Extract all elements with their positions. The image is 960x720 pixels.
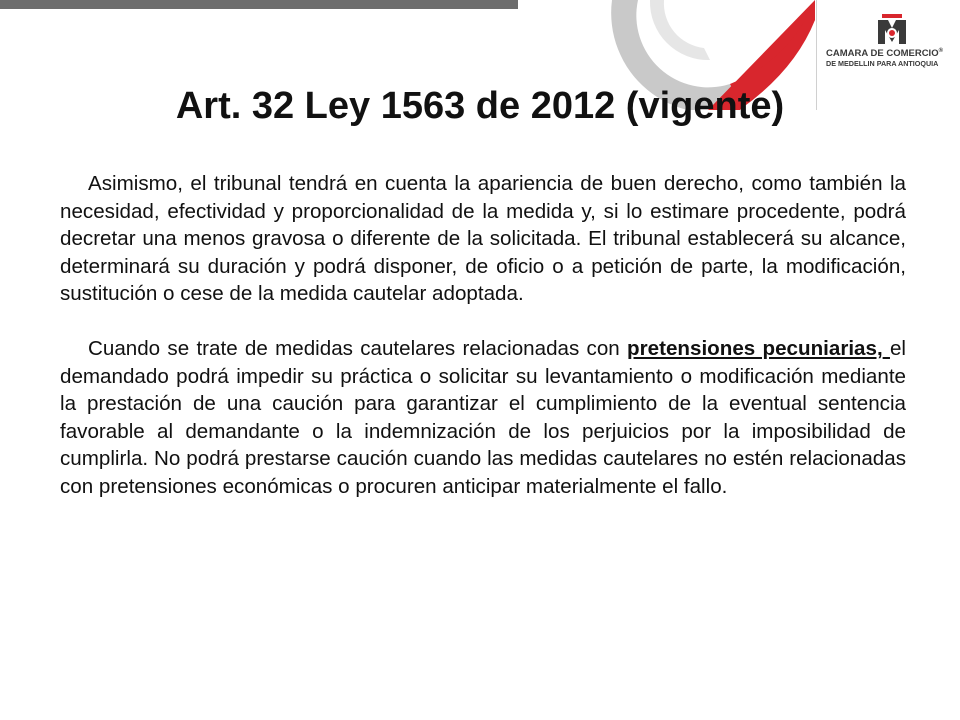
logo-line2: DE MEDELLIN PARA ANTIOQUIA <box>826 59 939 69</box>
top-bar <box>0 0 518 9</box>
logo-text <box>826 46 956 68</box>
highlight-pretensiones-pecuniarias: pretensiones pecuniarias, <box>627 336 883 360</box>
paragraph-2-after: el demandado podrá impedir su práctica o solicitar su levantamiento o modificación mediante la prestación de una caución para garantizar el cumplimiento de la eventual sentencia favorable al demandante o la indemnización de los perjuicios por la imposibilidad de cumplirla. No podrá prestarse caución cuando las medidas cautelares no estén relacionadas con pretensiones económicas o procuren anticipar materialmente el fallo. <box>60 336 906 498</box>
chamber-logo <box>826 14 954 84</box>
underlined-space <box>883 337 890 360</box>
logo-name: CAMARA DE COMERCIO <box>826 48 939 60</box>
paragraph-2-before: Cuando se trate de medidas cautelares relacionadas con <box>88 336 628 360</box>
registered-mark: ® <box>938 48 944 54</box>
paragraph-2 <box>60 335 906 501</box>
paragraph-1-text: Asimismo, el tribunal tendrá en cuenta la apariencia de buen derecho, como también la necesidad, efectividad y proporcionalidad de la medida y, si lo estimare procedente, podrá decretar una menos gravosa o diferente de la solicitada. El tribunal establecerá su alcance, determinará su duración y podrá disponer, de oficio o a petición de parte, la modificación, sustitución o cese de la medida cautelar adoptada. <box>60 172 906 306</box>
logo-line1 <box>826 46 956 59</box>
slide-title: Art. 32 Ley 1563 de 2012 (vigente) <box>175 85 785 127</box>
paragraph-1 <box>60 170 906 308</box>
slide-body <box>60 170 906 501</box>
light-ring-arc <box>650 0 710 60</box>
camara-comercio-logo-icon <box>874 14 910 44</box>
